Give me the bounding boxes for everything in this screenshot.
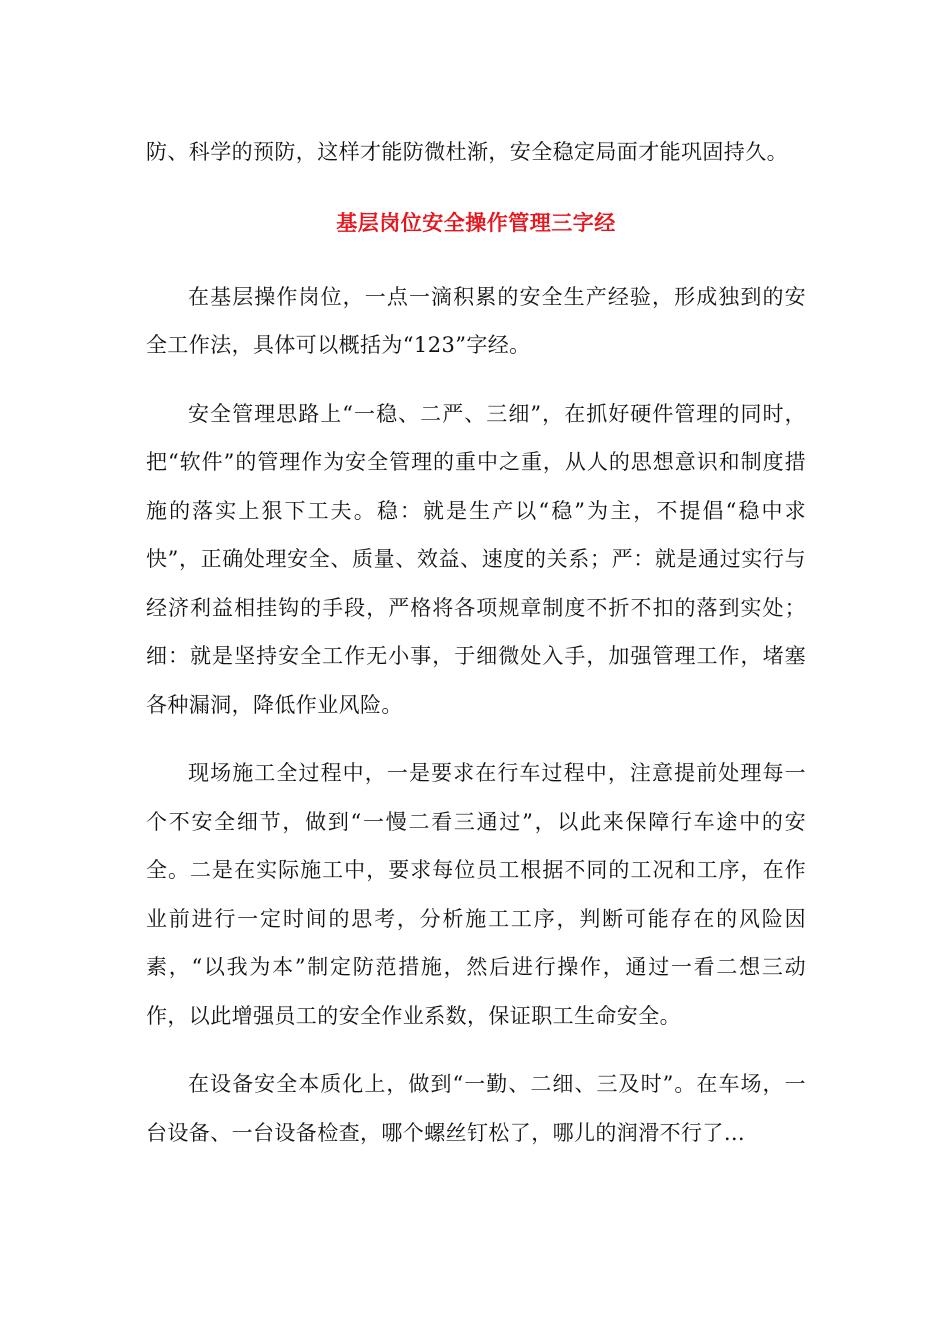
paragraph-equipment-safety: 在设备安全本质化上，做到“一勤、二细、三及时”。在车场，一台设备、一台设备检查，哪个螺丝钉松了，哪儿的润滑不行了… — [146, 1072, 806, 1145]
paragraph-management-approach: 安全管理思路上“一稳、二严、三细”，在抓好硬件管理的同时，把“软件”的管理作为安全管理的重中之重，从人的思想意识和制度措施的落实上狠下工夫。稳：就是生产以“稳”为主，不提倡“稳中求快”，正确处理安全、质量、效益、速度的关系；严：就是通过实行与经济利益相挂钩的手段，严格将各项规章制度不折不扣的落到实处；细：就是坚持安全工作无小事，于细微处入手，加强管理工作，堵塞各种漏洞，降低作业风险。 — [146, 401, 806, 717]
document-body — [146, 128, 806, 1157]
continuation-paragraph: 防、科学的预防，这样才能防微杜渐，安全稳定局面才能巩固持久。 — [146, 140, 788, 164]
paragraph-intro: 在基层操作岗位，一点一滴积累的安全生产经验，形成独到的安全工作法，具体可以概括为“123”字经。 — [146, 284, 806, 357]
paragraph-site-construction: 现场施工全过程中，一是要求在行车过程中，注意提前处理每一个不安全细节，做到“一慢二看三通过”，以此来保障行车途中的安全。二是在实际施工中，要求每位员工根据不同的工况和工序，在作业前进行一定时间的思考，分析施工工序，判断可能存在的风险因素，“以我为本”制定防范措施，然后进行操作，通过一看二想三动作，以此增强员工的安全作业系数，保证职工生命安全。 — [146, 761, 806, 1028]
section-heading: 基层岗位安全操作管理三字经 — [336, 210, 616, 235]
